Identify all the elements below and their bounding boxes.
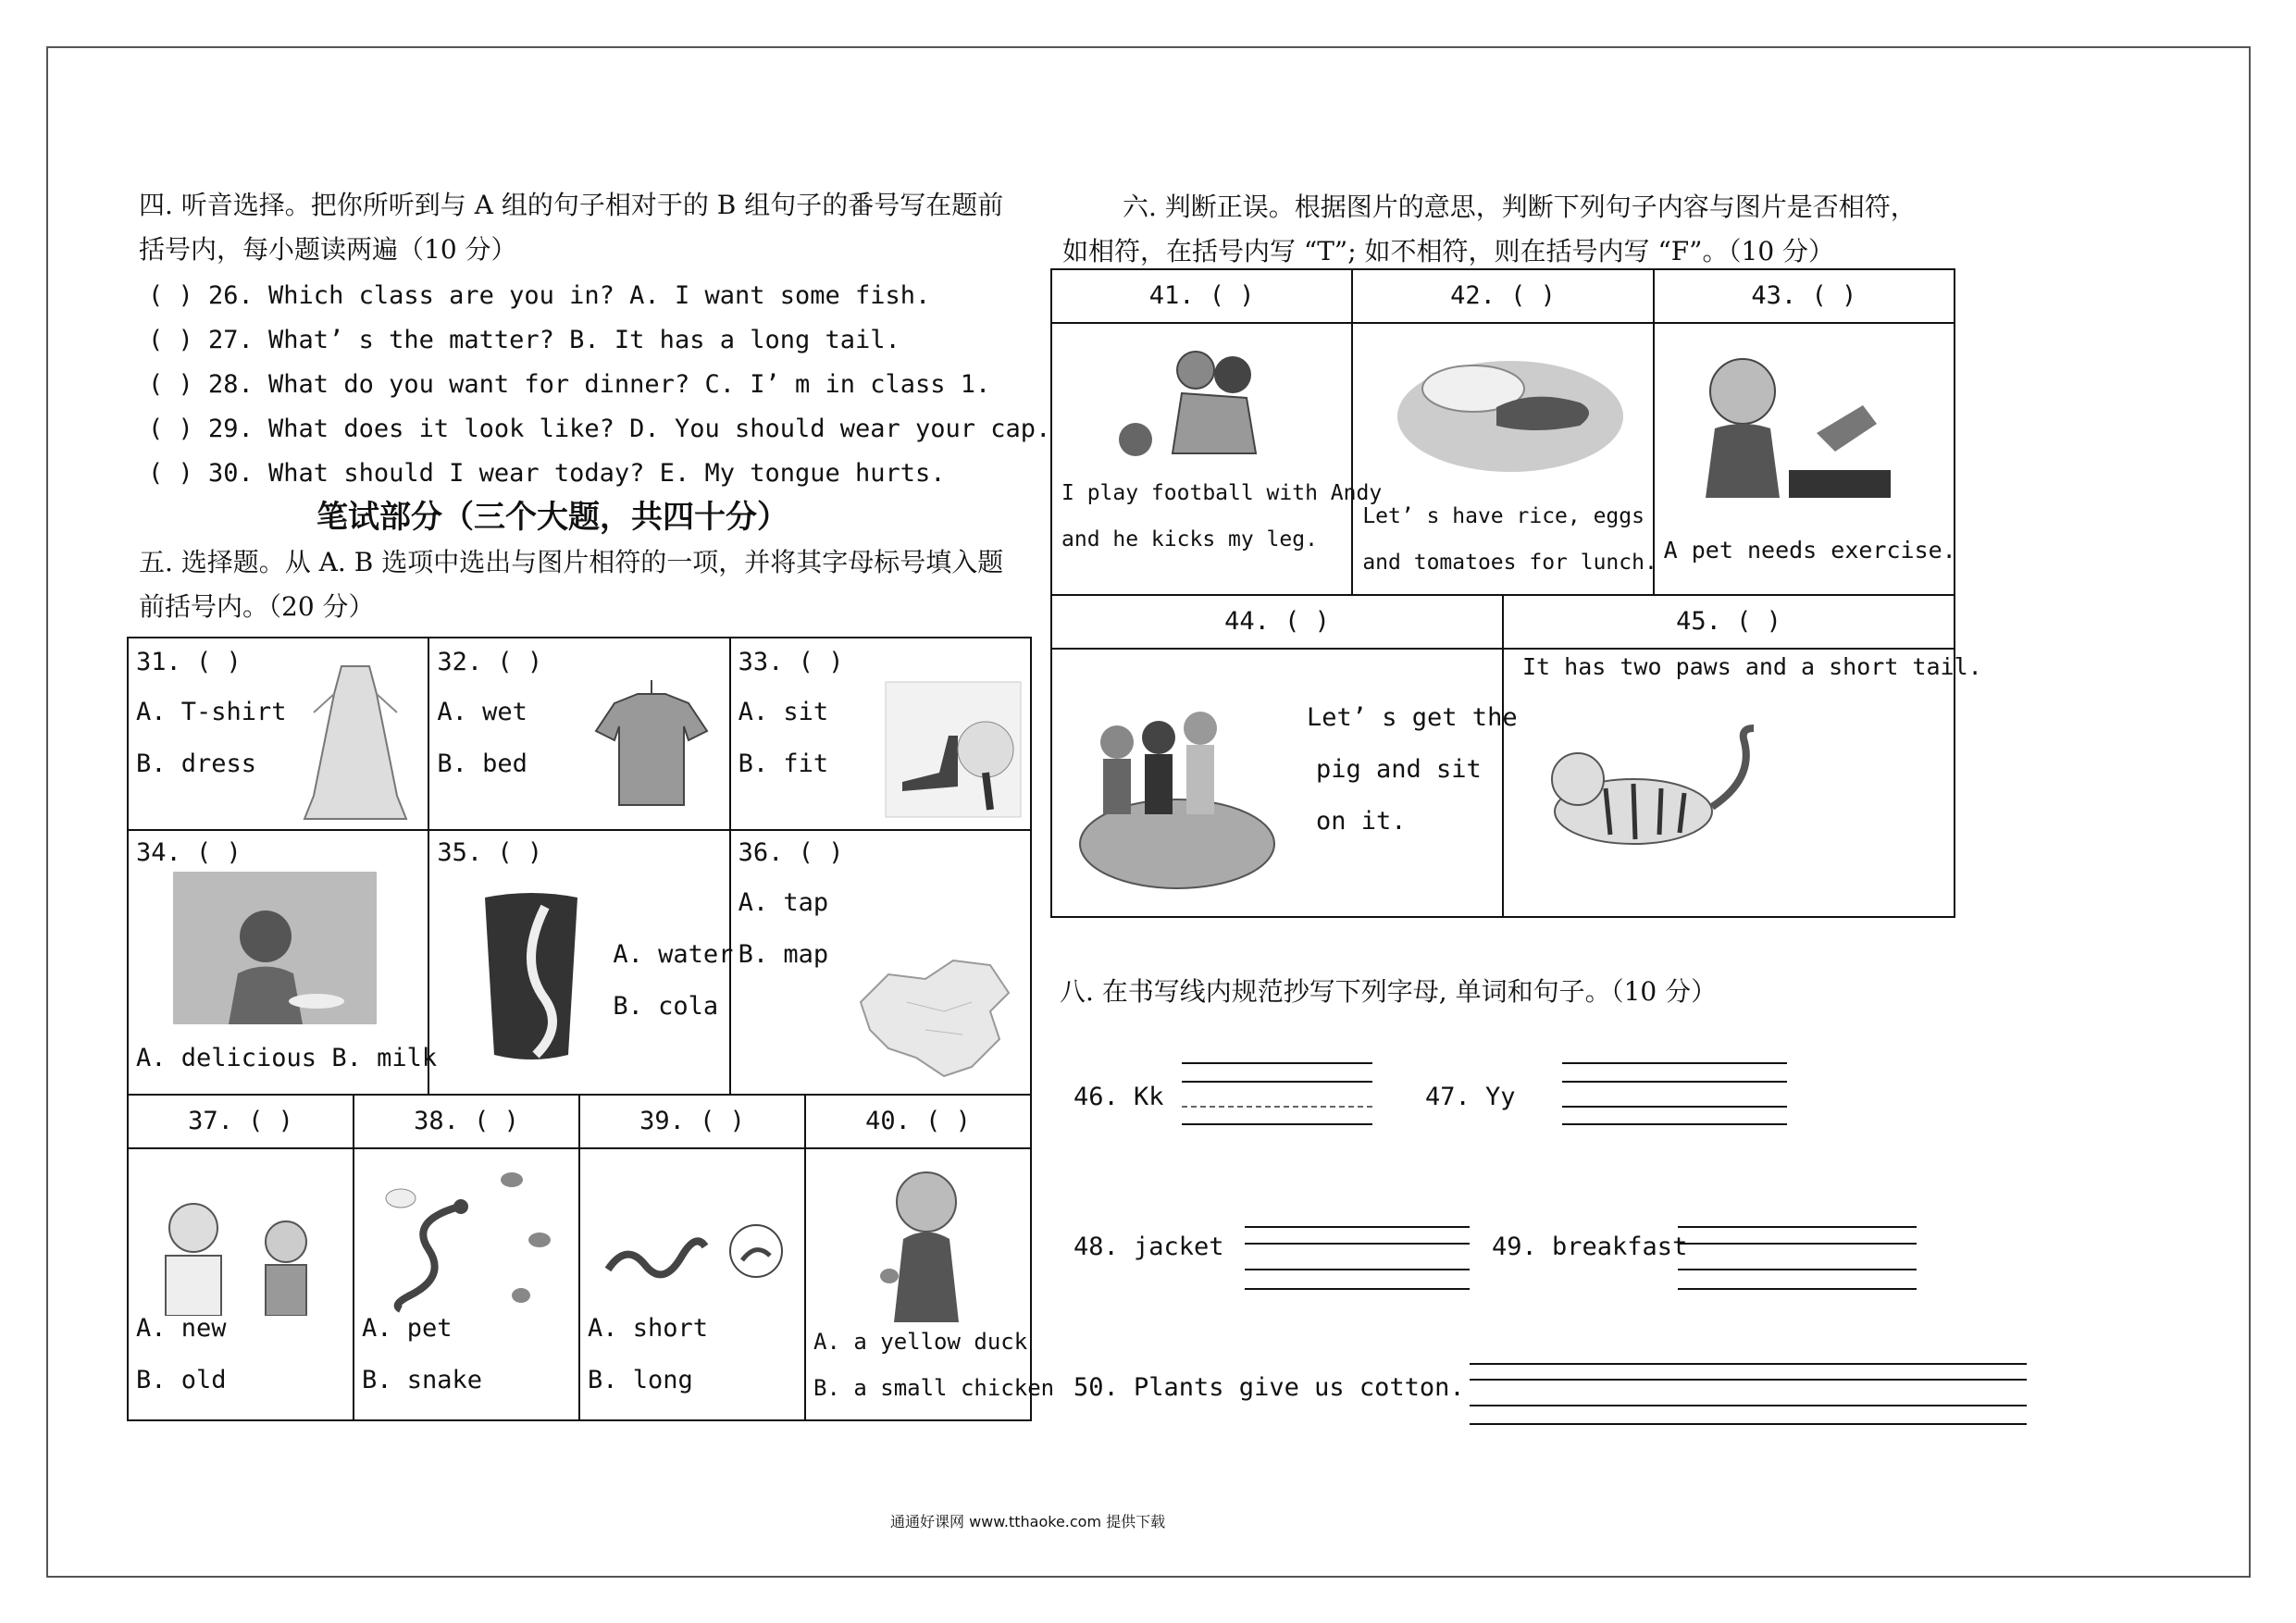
cell-q39	[579, 1148, 805, 1420]
boys-football-image	[1108, 342, 1293, 481]
q37-option-a: A. new	[136, 1314, 227, 1343]
q39-number: 39. ( )	[579, 1095, 805, 1148]
section6-grid-top	[1050, 268, 1955, 596]
q44-sentence-line1: Let’ s get the	[1307, 703, 1518, 732]
q38-option-b: B. snake	[362, 1366, 483, 1394]
section5-title-line1: 五. 选择题。从 A. B 选项中选出与图片相符的一项，并将其字母标号填入题	[139, 547, 1004, 577]
q31-option-a: A. T-shirt	[136, 698, 287, 726]
q41-number: 41. ( )	[1051, 269, 1352, 323]
q45-number: 45. ( )	[1503, 595, 1955, 649]
q44-sentence-line3: on it.	[1316, 807, 1407, 836]
q36-option-b: B. map	[738, 940, 829, 969]
q45-sentence: It has two paws and a short tail.	[1522, 653, 1982, 680]
q33-option-a: A. sit	[738, 698, 829, 726]
q43-number: 43. ( )	[1654, 269, 1955, 323]
q37-number: 37. ( )	[128, 1095, 354, 1148]
q38-option-a: A. pet	[362, 1314, 453, 1343]
listening-item-27: ( ) 27. What’ s the matter? B. It has a long tail.	[148, 326, 900, 354]
q36-number: 36. ( )	[738, 838, 844, 867]
girl-pet-bird-image	[1678, 341, 1900, 498]
cell-q36	[730, 830, 1031, 1095]
footer-source: 通通好课网 www.tthaoke.com 提供下载	[890, 1513, 1166, 1530]
q42-sentence-line2: and tomatoes for lunch.	[1362, 551, 1657, 575]
dress-image	[295, 657, 416, 824]
copy-item-46: 46. Kk	[1074, 1083, 1164, 1111]
q35-number: 35. ( )	[437, 838, 543, 867]
old-man-boy-image	[147, 1196, 332, 1316]
section5-grid-bottom	[127, 1094, 1055, 1421]
q40-option-b: B. a small chicken	[813, 1375, 1055, 1401]
written-part-heading: 笔试部分（三个大题，共四十分）	[316, 499, 788, 536]
q40-number: 40. ( )	[805, 1095, 1031, 1148]
cell-q33	[730, 638, 1031, 830]
cell-q37	[128, 1148, 354, 1420]
q35-option-b: B. cola	[613, 992, 719, 1021]
rice-meal-image	[1395, 338, 1626, 477]
q32-option-b: B. bed	[437, 750, 527, 778]
q43-sentence: A pet needs exercise.	[1663, 537, 1956, 564]
q38-number: 38. ( )	[354, 1095, 579, 1148]
section5-title-line2: 前括号内。（20 分）	[139, 591, 375, 622]
q36-option-a: A. tap	[738, 888, 829, 917]
cell-q42	[1352, 323, 1657, 595]
section5-grid-top	[127, 637, 1032, 1096]
cell-q34	[128, 830, 438, 1095]
listening-item-26: ( ) 26. Which class are you in? A. I want some fish.	[148, 281, 931, 310]
copy-item-48: 48. jacket	[1074, 1233, 1224, 1261]
q31-number: 31. ( )	[136, 648, 242, 676]
cell-q41	[1051, 323, 1383, 595]
section4-title-line2: 括号内，每小题读两遍（10 分）	[139, 234, 517, 265]
q41-sentence-line1: I play football with Andy	[1061, 481, 1383, 505]
copy-item-49: 49. breakfast	[1492, 1233, 1688, 1261]
q32-option-a: A. wet	[437, 698, 527, 726]
q39-option-a: A. short	[588, 1314, 709, 1343]
copy-item-50: 50. Plants give us cotton.	[1074, 1373, 1465, 1402]
q41-sentence-line2: and he kicks my leg.	[1061, 527, 1318, 551]
q39-option-b: B. long	[588, 1366, 693, 1394]
section4-title-line1: 四. 听音选择。把你所听到与 A 组的句子相对于的 B 组句子的番号写在题前	[139, 190, 1004, 220]
boy-eating-image	[173, 872, 377, 1024]
shoe-fit-image	[884, 680, 1023, 819]
cell-q35	[428, 830, 734, 1095]
q40-option-a: A. a yellow duck	[813, 1329, 1028, 1355]
q31-option-b: B. dress	[136, 750, 257, 778]
tiger-image	[1532, 724, 1791, 853]
cell-q43	[1654, 323, 1955, 595]
cell-q45	[1503, 649, 1982, 917]
listening-item-29: ( ) 29. What does it look like? D. You should wear your cap.	[148, 415, 1051, 443]
long-short-snake-image	[599, 1214, 793, 1297]
china-map-image	[851, 947, 1018, 1085]
cell-q44	[1051, 649, 1518, 917]
q32-number: 32. ( )	[437, 648, 543, 676]
section6-title-line1: 六. 判断正误。根据图片的意思，判断下列句子内容与图片是否相符，	[1123, 192, 1917, 222]
q44-number: 44. ( )	[1051, 595, 1503, 649]
q37-option-b: B. old	[136, 1366, 227, 1394]
wet-shirt-image	[587, 675, 716, 824]
q35-option-a: A. water	[613, 940, 734, 969]
q33-option-b: B. fit	[738, 750, 829, 778]
listening-item-28: ( ) 28. What do you want for dinner? C. I’ m in class 1.	[148, 370, 991, 399]
cola-can-image	[480, 888, 582, 1064]
q42-sentence-line1: Let’ s have rice, eggs	[1362, 504, 1644, 528]
children-on-pig-image	[1061, 677, 1284, 899]
cell-q32	[428, 638, 729, 830]
cell-q38	[354, 1148, 579, 1420]
girl-with-chick-image	[862, 1160, 982, 1322]
listening-item-30: ( ) 30. What should I wear today? E. My tongue hurts.	[148, 459, 946, 488]
cell-q31	[128, 638, 428, 830]
cell-q40	[805, 1148, 1055, 1420]
section6-title-line2: 如相符，在括号内写 “T”; 如不相符，则在括号内写 “F”。（10 分）	[1062, 236, 1835, 266]
q34-options: A. delicious B. milk	[136, 1044, 438, 1072]
snake-animals-image	[373, 1166, 567, 1314]
q34-number: 34. ( )	[136, 838, 242, 867]
copy-item-47: 47. Yy	[1425, 1083, 1516, 1111]
q33-number: 33. ( )	[738, 648, 844, 676]
q44-sentence-line2: pig and sit	[1316, 755, 1482, 784]
q42-number: 42. ( )	[1352, 269, 1653, 323]
section6-grid-bottom	[1050, 594, 1982, 918]
section8-title: 八. 在书写线内规范抄写下列字母, 单词和句子。（10 分）	[1060, 976, 1718, 1007]
